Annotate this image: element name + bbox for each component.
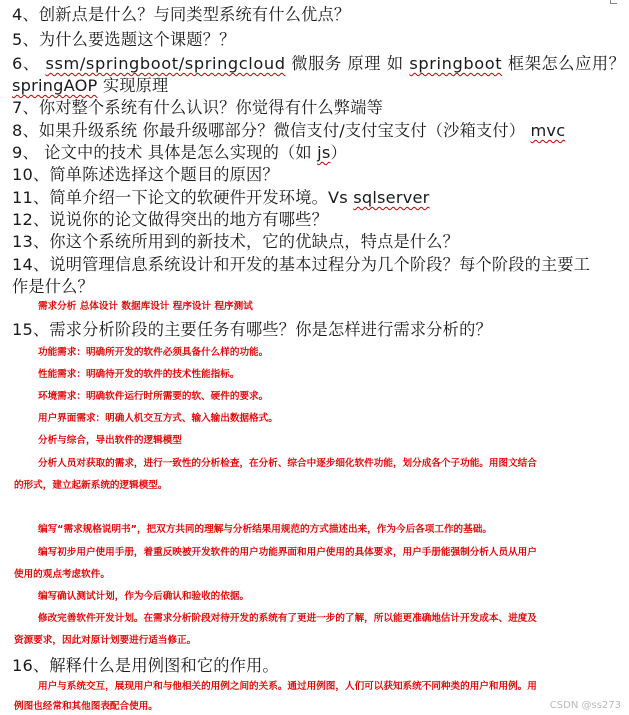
answer-line: 资源要求，因此对原计划要进行适当修正。	[14, 635, 197, 646]
question-line: 4、创新点是什么？与同类型系统有什么优点？	[12, 5, 351, 24]
question-line: 6、 ssm/springboot/springcloud 微服务 原理 如 springboot 框架怎么应用？	[12, 54, 626, 73]
answer-line: 使用的观点考虑软件。	[14, 569, 110, 580]
question-line: 作是什么？	[12, 277, 94, 296]
question-line: 9、 论文中的技术 具体是怎么实现的（如 js）	[12, 143, 347, 162]
page-corner-mark	[610, 0, 617, 4]
question-line: 11、简单介绍一下论文的软硬件开发环境。Vs sqlserver	[12, 188, 430, 207]
question-line: 16、解释什么是用例图和它的作用。	[12, 656, 279, 675]
answer-line: 分析人员对获取的需求，进行一致性的分析检查，在分析、综合中逐步细化软件功能，划分成各个子功能。用图文结合	[38, 458, 537, 469]
answer-line: 性能需求：明确待开发的软件的技术性能指标。	[38, 369, 240, 380]
question-line: 8、如果升级系统 你最升级哪部分？微信支付/支付宝支付（沙箱支付） mvc	[12, 121, 566, 140]
question-line: 5、为什么要选题这个课题？？	[12, 30, 236, 49]
answer-line: 需求分析 总体设计 数据库设计 程序设计 程序测试	[38, 301, 253, 312]
answer-line: 功能需求：明确所开发的软件必须具备什么样的功能。	[38, 347, 269, 358]
answer-line: 用户界面需求：明确人机交互方式、输入输出数据格式。	[38, 413, 278, 424]
question-line: 10、简单陈述选择这个题目的原因？	[12, 165, 279, 184]
answer-line: 环境需求：明确软件运行时所需要的软、硬件的要求。	[38, 391, 269, 402]
answer-line: 例图也经常和其他图表配合使用。	[14, 701, 158, 712]
question-line: 14、说明管理信息系统设计和开发的基本过程分为几个阶段？每个阶段的主要工	[12, 255, 591, 274]
answer-line: 分析与综合，导出软件的逻辑模型	[38, 435, 182, 446]
watermark: CSDN @ss273	[549, 700, 621, 711]
question-line: 13、你这个系统所用到的新技术，它的优缺点，特点是什么？	[12, 232, 460, 251]
question-line: springAOP 实现原理	[12, 76, 169, 95]
answer-line: 编写“需求规格说明书”，把双方共同的理解与分析结果用规范的方式描述出来，作为今后各项工作的基础。	[38, 524, 492, 535]
answer-line: 用户与系统交互，展现用户和与他相关的用例之间的关系。通过用例图，人们可以获知系统不同种类的用户和用例。用	[38, 681, 537, 692]
answer-line: 的形式，建立起新系统的逻辑模型。	[14, 480, 168, 491]
answer-line: 编写确认测试计划，作为今后确认和验收的依据。	[38, 591, 250, 602]
question-line: 7、你对整个系统有什么认识？你觉得有什么弊端等	[12, 98, 384, 117]
answer-line: 修改完善软件开发计划。在需求分析阶段对待开发的系统有了更进一步的了解，所以能更准确地估计开发成本、进度及	[38, 613, 537, 624]
answer-line: 编写初步用户使用手册，着重反映被开发软件的用户功能界面和用户使用的具体要求，用户手册能强制分析人员从用户	[38, 547, 537, 558]
question-line: 15、需求分析阶段的主要任务有哪些？你是怎样进行需求分析的？	[12, 320, 492, 339]
question-line: 12、说说你的论文做得突出的地方有哪些？	[12, 210, 328, 229]
